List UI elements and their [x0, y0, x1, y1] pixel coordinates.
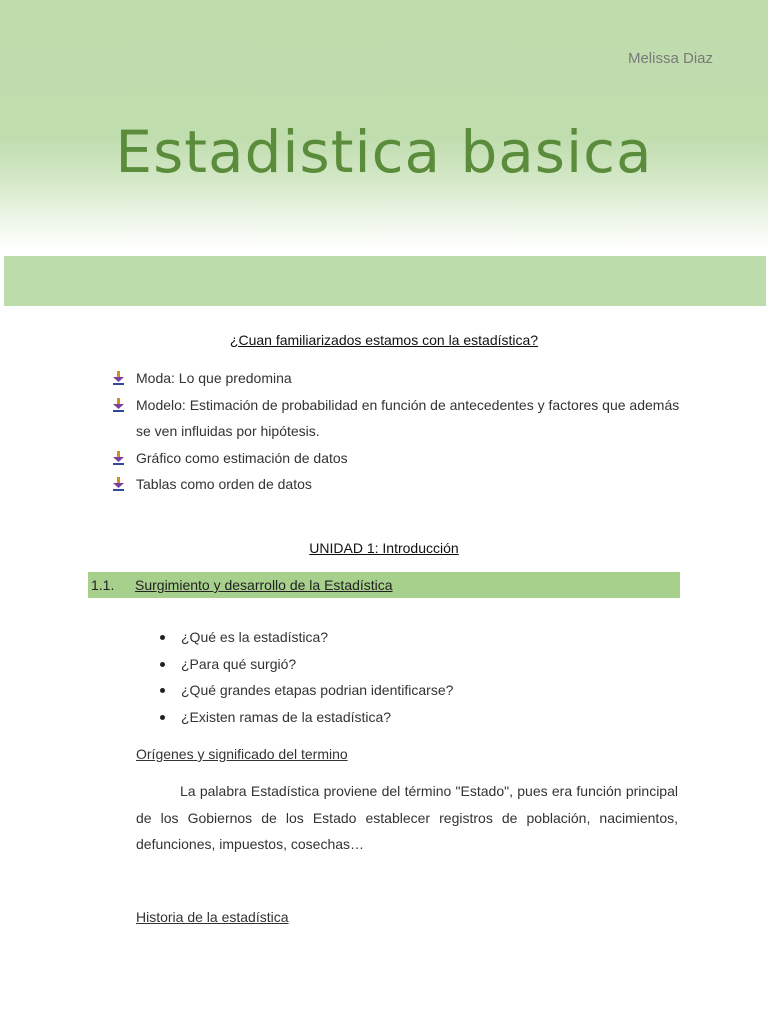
list-item: ¿Existen ramas de la estadística? — [158, 704, 453, 731]
section-title: Surgimiento y desarrollo de la Estadística — [135, 577, 393, 593]
list-item: Modelo: Estimación de probabilidad en función de antecedentes y factores que además se ven influidas por hipótesis. — [112, 392, 682, 445]
section-heading-bar — [88, 572, 680, 598]
arrow-bullet-icon — [112, 477, 125, 491]
decorative-band — [4, 256, 766, 306]
list-item: Moda: Lo que predomina — [112, 365, 682, 392]
arrow-bullet-icon — [112, 451, 125, 465]
section-number: 1.1. — [91, 577, 115, 593]
arrow-bullet-icon — [112, 371, 125, 385]
intro-list — [112, 365, 682, 498]
list-item: Tablas como orden de datos — [112, 471, 682, 498]
list-item: ¿Qué grandes etapas podrian identificarse? — [158, 677, 453, 704]
origins-heading: Orígenes y significado del termino — [136, 746, 348, 762]
origins-paragraph: La palabra Estadística proviene del término "Estado", pues era función principal de los Gobiernos de los Estado establecer registros de población, nacimientos, defunciones, impuestos, cosechas… — [136, 783, 678, 853]
document-title: Estadistica basica — [115, 118, 653, 186]
arrow-bullet-icon — [112, 398, 125, 412]
unit-title: UNIDAD 1: Introducción — [309, 540, 459, 556]
list-item: ¿Para qué surgió? — [158, 651, 453, 678]
list-item: Gráfico como estimación de datos — [112, 445, 682, 472]
questions-list — [158, 624, 453, 730]
list-item: ¿Qué es la estadística? — [158, 624, 453, 651]
history-heading: Historia de la estadística — [136, 909, 289, 925]
author-name: Melissa Diaz — [627, 50, 713, 67]
intro-question-heading: ¿Cuan familiarizados estamos con la estadística? — [229, 332, 539, 348]
